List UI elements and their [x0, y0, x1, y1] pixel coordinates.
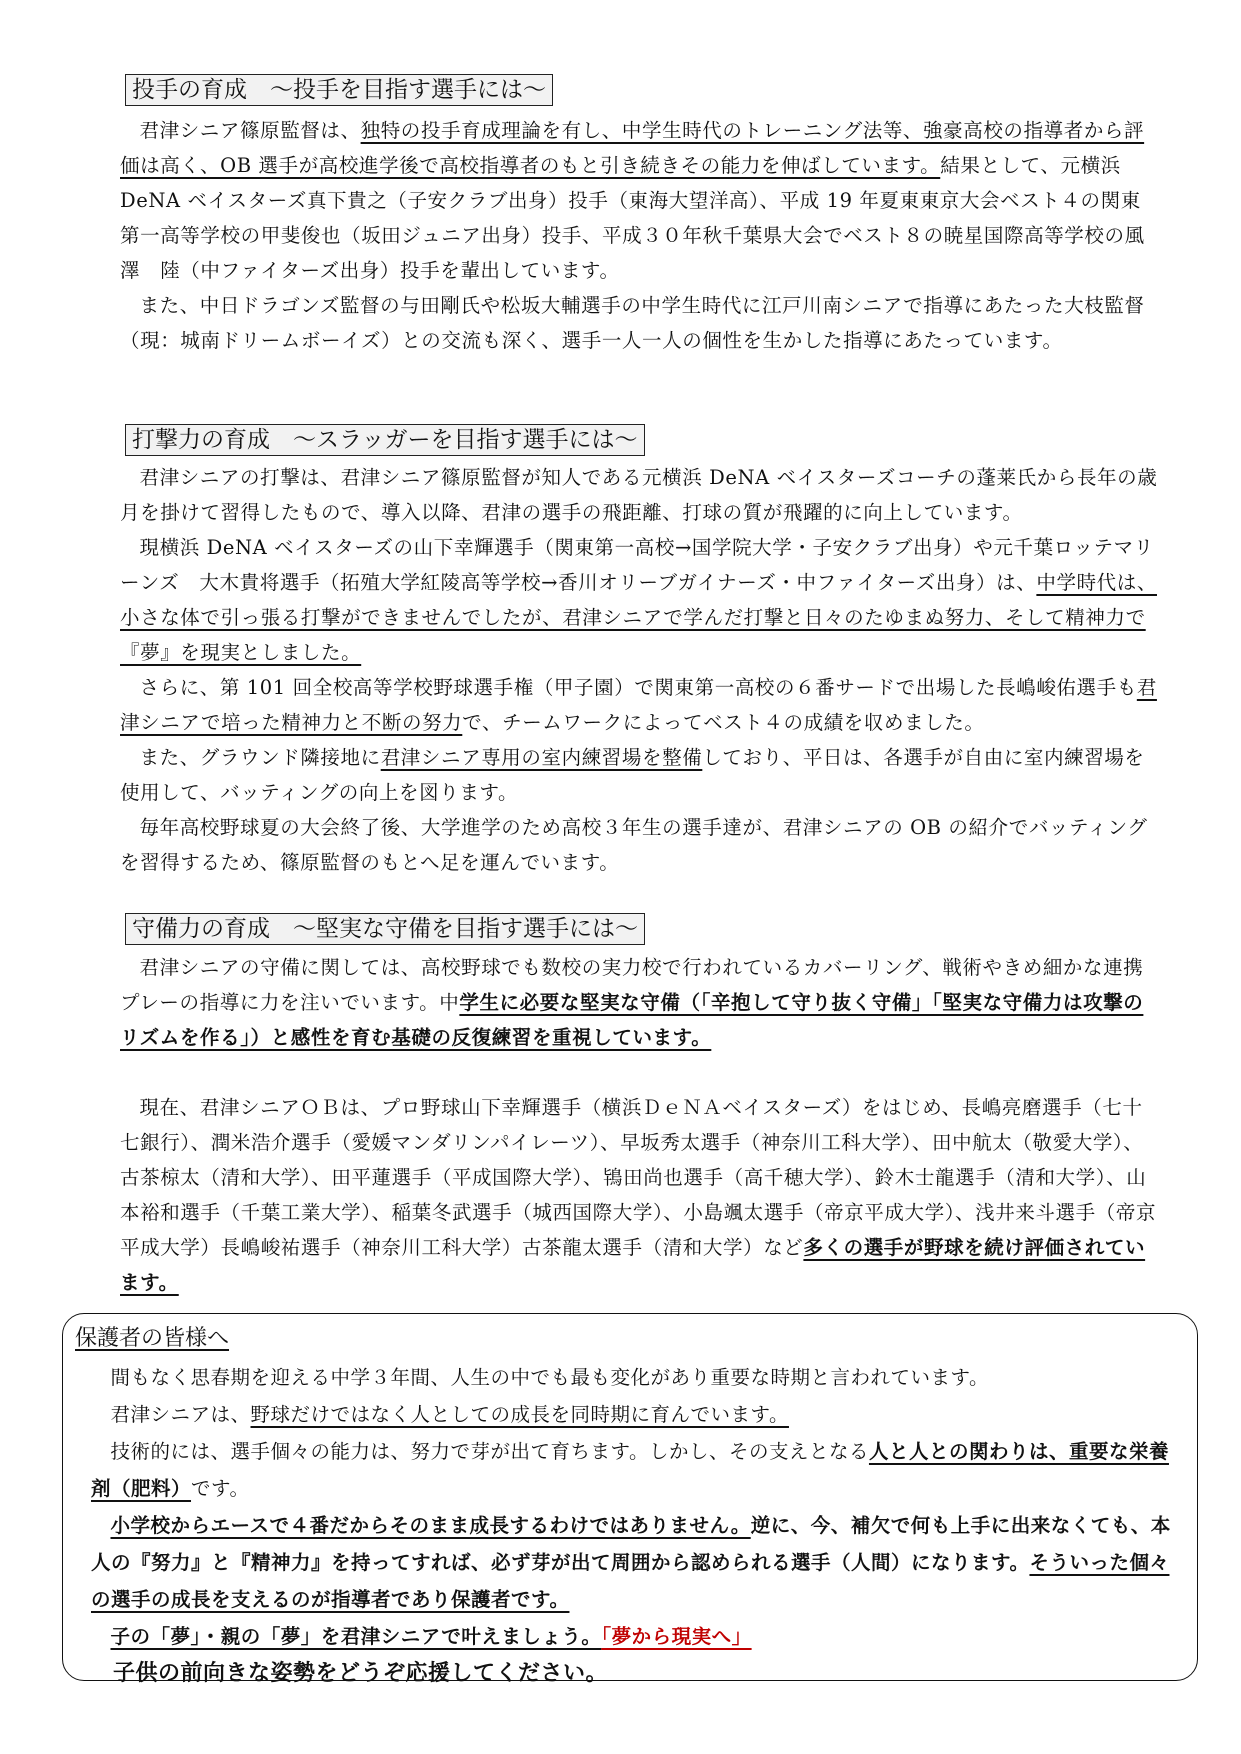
- underlined-text: 中学時代は、小さな体で引っ張る打撃ができませんでしたが、君津シニアで学んだ打撃と日々のたゆまぬ努力、そして精神力で『夢』を現実としました。: [120, 571, 1157, 664]
- text: 逆に、今、補欠で何も上手に出来なくても、本人の『努力』と『精神力』を持ってすれば、必ず芽が出て周囲から認められる選手（人間）になります。: [91, 1514, 1171, 1574]
- batting-paragraph-1: 君津シニアの打撃は、君津シニア篠原監督が知人である元横浜 DeNA ベイスターズコーチの蓬莱氏から長年の歳月を掛けて習得したもので、導入以降、君津の選手の飛距離、打球の質が飛躍的に向上しています。: [120, 466, 1158, 524]
- batting-paragraph-4: [120, 740, 1160, 810]
- text: 君津シニアの守備に関しては、高校野球でも数校の実力校で行われているカバーリング、戦術やきめ細かな連携プレーの指導に力を注いでいます。中: [120, 956, 1144, 1014]
- underlined-text: 君津シニアで培った精神力と不断の努力: [120, 676, 1157, 734]
- parents-closing: 子供の前向きな姿勢をどうぞ応援してください。: [113, 1661, 609, 1686]
- batting-body: [120, 460, 1160, 880]
- parents-paragraph-3: [91, 1433, 1171, 1507]
- underlined-text: 人と人との関わりは、重要な栄養剤（肥料）: [91, 1440, 1169, 1500]
- text: また、グラウンド隣接地に: [139, 746, 381, 769]
- underlined-text: 野球だけではなく人としての成長を同時期に育んでいます。: [250, 1403, 789, 1426]
- pitcher-paragraph-2: また、中日ドラゴンズ監督の与田剛氏や松坂大輔選手の中学生時代に江戸川南シニアで指導にあたった大枝監督（現：城南ドリームボーイズ）との交流も深く、選手一人一人の個性を生かした指導にあたっています。: [120, 294, 1145, 352]
- parents-message-box: [62, 1313, 1198, 1686]
- underlined-text: 独特の投手育成理論を有し、中学生時代のトレーニング法等、強豪高校の指導者から評価は高く、OB 選手が高校進学後で高校指導者のもと引き続きその能力を伸ばしています。: [120, 119, 1145, 177]
- text: 現横浜 DeNA ベイスターズの山下幸輝選手（関東第一高校→国学院大学・子安クラブ出身）や元千葉ロッテマリーンズ 大木貴将選手（拓殖大学紅陵高等学校→香川オリーブガイナーズ・中ファイターズ出身）は、: [120, 536, 1154, 594]
- pitcher-body: [120, 113, 1160, 358]
- defense-body: [120, 950, 1160, 1300]
- parents-title: 保護者の皆様へ: [75, 1326, 230, 1351]
- defense-heading: 守備力の育成 ～堅実な守備を目指す選手には～: [125, 913, 645, 945]
- text: 技術的には、選手個々の能力は、努力で芽が出て育ちます。しかし、その支えとなる: [110, 1440, 869, 1463]
- text: さらに、第 101 回全校高等学校野球選手権（甲子園）で関東第一高校の６番サードで出場した長嶋峻佑選手も: [139, 676, 1137, 699]
- text: 現在、君津シニアＯＢは、プロ野球山下幸輝選手（横浜ＤｅＮＡベイスターズ）をはじめ、長嶋亮磨選手（七十七銀行）、潤米浩介選手（愛媛マンダリンパイレーツ）、早坂秀太選手（神奈川工科大学）、田中航太（敬愛大学）、古茶椋太（清和大学）、田平蓮選手（平成国際大学）、鴇田尚也選手（高千穂大学）、鈴木士龍選手（清和大学）、山本裕和選手（千葉工業大学）、稲葉冬武選手（城西国際大学）、小島颯太選手（帝京平成大学）、浅井来斗選手（帝京平成大学）長嶋峻祐選手（神奈川工科大学）古茶龍太選手（清和大学）など: [120, 1096, 1157, 1259]
- pitcher-paragraph-1: [120, 113, 1160, 288]
- batting-paragraph-5: 毎年高校野球夏の大会終了後、大学進学のため高校３年生の選手達が、君津シニアの OB の紹介でバッティングを習得するため、篠原監督のもとへ足を運んでいます。: [120, 816, 1148, 874]
- text: 君津シニアは、: [110, 1403, 251, 1426]
- pitcher-heading: 投手の育成 ～投手を目指す選手には～: [125, 74, 553, 106]
- underlined-text: 子の「夢」・親の「夢」を君津シニアで叶えましょう。: [110, 1625, 602, 1648]
- text: 結果として、元横浜 DeNA ベイスターズ真下貴之（子安クラブ出身）投手（東海大望洋高）、平成 19 年夏東東京大会ベスト４の関東第一高等学校の甲斐俊也（坂田ジュニア出身）投手、平成３０年秋千葉県大会でベスト８の暁星国際高等学校の風澤 陸（中ファイターズ出身）投手を輩出しています。: [120, 154, 1145, 282]
- underlined-text: 学生に必要な堅実な守備（「辛抱して守り抜く守備」「堅実な守備力は攻撃のリズムを作る」）と感性を育む基礎の反復練習を重視しています。: [120, 991, 1144, 1049]
- underlined-text: そういった個々の選手の成長を支えるのが指導者であり保護者です。: [91, 1551, 1170, 1611]
- batting-paragraph-3: [120, 670, 1160, 740]
- defense-paragraph-1: [120, 950, 1160, 1055]
- parents-paragraph-1: 間もなく思春期を迎える中学３年間、人生の中でも最も変化があり重要な時期と言われています。: [110, 1366, 989, 1389]
- underlined-text: 君津シニア専用の室内練習場を整備: [380, 746, 703, 769]
- parents-paragraph-4: [91, 1507, 1171, 1618]
- underlined-text: 小学校からエースで４番だからそのまま成長するわけではありません。: [110, 1514, 751, 1537]
- text: で、チームワークによってベスト４の成績を収めました。: [462, 711, 985, 734]
- batting-heading: 打撃力の育成 ～スラッガーを目指す選手には～: [125, 424, 645, 456]
- text: しており、平日は、各選手が自由に室内練習場を使用して、バッティングの向上を図ります。: [120, 746, 1145, 804]
- text: 君津シニア篠原監督は、: [139, 119, 361, 142]
- parents-paragraph-5: [91, 1618, 1171, 1655]
- batting-paragraph-2: [120, 530, 1160, 670]
- text: です。: [191, 1477, 250, 1500]
- underlined-text: 多くの選手が野球を続け評価されています。: [120, 1236, 1146, 1294]
- parents-paragraph-2: [91, 1396, 1171, 1433]
- defense-paragraph-2: [120, 1090, 1160, 1300]
- parents-body: [91, 1359, 1171, 1692]
- slogan-text: 「夢から現実へ」: [601, 1625, 752, 1648]
